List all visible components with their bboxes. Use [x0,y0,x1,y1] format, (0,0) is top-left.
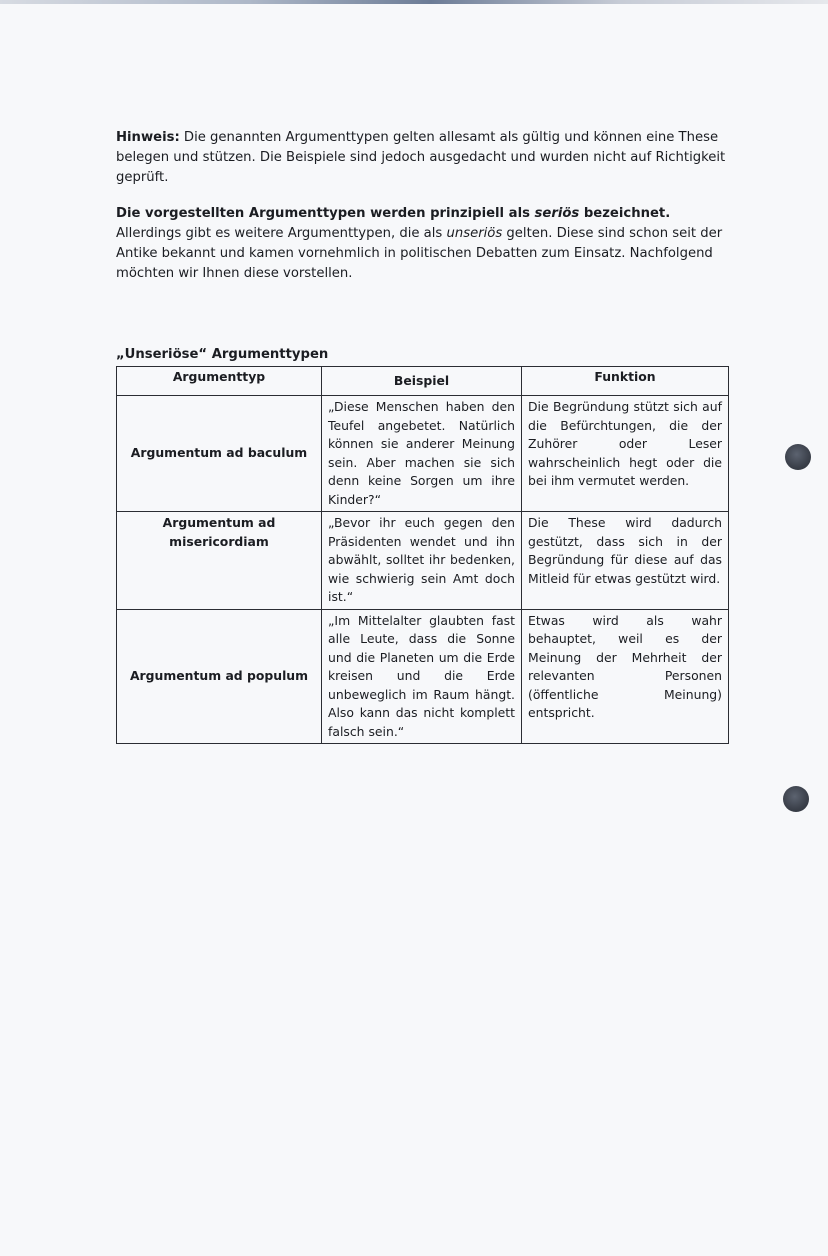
table-row [117,609,729,744]
row-example: „Bevor ihr euch gegen den Präsidenten wendet und ihn abwählt, solltet ihr bedenken, wie schwierig sein Amt doch ist.“ [322,512,522,610]
header-beispiel: Beispiel [322,367,522,396]
punch-hole-decoration [785,444,811,470]
intro-italic: unseriös [446,226,503,241]
header-funktion: Funktion [522,367,729,396]
row-example: „Diese Menschen haben den Teufel angebetet. Natürlich können sie anderer Meinung sein. Aber machen sie sich denn keine Sorgen um ihre Kinder?“ [322,396,522,512]
row-example: „Im Mittelalter glaubten fast alle Leute, dass die Sonne und die Planeten um die Erde kreisen und die Erde unbeweglich im Raum hängt. Also kann das nicht komplett falsch sein.“ [322,609,522,744]
row-type: Argumentum ad populum [117,609,322,744]
table-row [117,512,729,610]
hinweis-text: Die genannten Argumenttypen gelten allesamt als gültig und können eine These belegen und stützen. Die Beispiele sind jedoch ausgedacht und wurden nicht auf Richtigkeit geprüft. [116,130,726,185]
intro-text-1: Allerdings gibt es weitere Argumenttypen, die als [116,226,447,241]
scan-top-edge [0,0,828,4]
row-function: Die These wird dadurch gestützt, dass sich in der Begründung für diese auf das Mitleid für etwas gestützt wird. [522,512,729,610]
intro-text-2: gelten. Diese sind schon seit der Antike bekannt und kamen vornehmlich in politischen Debatten zum Einsatz. Nachfolgend möchten wir Ihnen diese vorstellen. [116,226,723,281]
header-argumenttyp: Argumenttyp [117,367,322,396]
row-function: Die Begründung stützt sich auf die Befürchtungen, die der Zuhörer oder Leser wahrscheinlich hegt oder die bei ihm vermutet werden. [522,396,729,512]
table-title: „Unseriöse“ Argumenttypen [116,347,329,362]
intro-paragraph [116,204,728,284]
hinweis-paragraph [116,128,728,188]
table-header-row [117,367,729,396]
row-type: Argumentum ad misericordiam [117,512,322,610]
document-page [116,128,728,744]
hinweis-label: Hinweis: [116,130,180,145]
row-type: Argumentum ad baculum [117,396,322,512]
row-function: Etwas wird als wahr behauptet, weil es der Meinung der Mehrheit der relevanten Personen (öffentliche Meinung) entspricht. [522,609,729,744]
punch-hole-decoration [783,786,809,812]
table-row [117,396,729,512]
intro-bold-start: Die vorgestellten Argumenttypen werden prinzipiell als [116,206,535,221]
argument-types-table [116,366,729,744]
intro-bold-italic: seriös [534,206,580,221]
intro-bold-end: bezeichnet. [579,206,671,221]
